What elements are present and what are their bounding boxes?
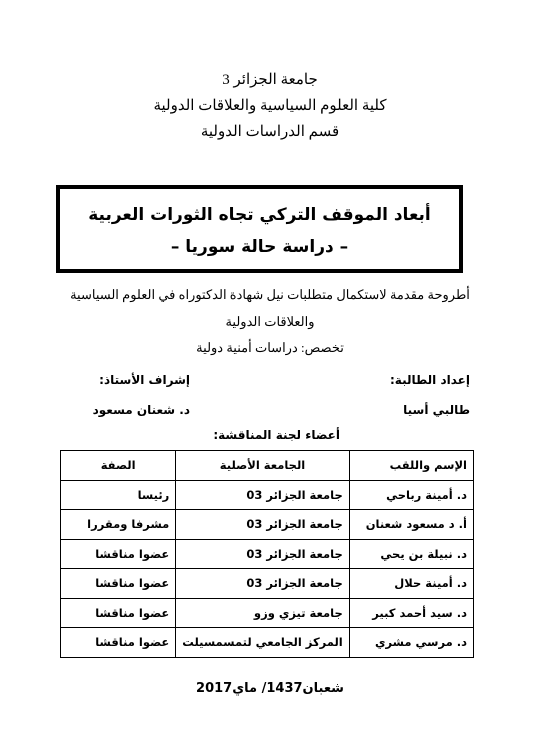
member-name: د. أمينة رباحي — [349, 480, 473, 510]
committee-title: أعضاء لجنة المناقشة: — [213, 428, 340, 442]
member-role: عضوا مناقشا — [61, 539, 176, 569]
header-role: الصفة — [61, 451, 176, 481]
thesis-specialty: تخصص: دراسات أمنية دولية — [196, 340, 344, 355]
member-university: جامعة تيزي وزو — [176, 598, 349, 628]
thesis-description-line-1: أطروحة مقدمة لاستكمال متطلبات نيل شهادة الدكتوراه في العلوم السياسية — [70, 287, 470, 302]
member-university: جامعة الجزائر 03 — [176, 510, 349, 540]
defense-date: شعبان1437/ ماي2017 — [196, 681, 344, 696]
member-name: د. أمينة حلال — [349, 569, 473, 599]
department-name: قسم الدراسات الدولية — [200, 124, 340, 140]
student-name: طالبي أسيا — [403, 403, 470, 417]
thesis-title-line-1: أبعاد الموقف التركي تجاه الثورات العربية — [88, 205, 431, 225]
header-name: الإسم واللقب — [349, 451, 473, 481]
member-university: جامعة الجزائر 03 — [176, 569, 349, 599]
thesis-title-box — [56, 185, 463, 273]
table-row — [61, 510, 474, 540]
member-university: جامعة الجزائر 03 — [176, 480, 349, 510]
university-name: جامعة الجزائر 3 — [222, 72, 318, 88]
faculty-name: كلية العلوم السياسية والعلاقات الدولية — [153, 98, 387, 114]
member-role: مشرفا ومقررا — [61, 510, 176, 540]
table-row — [61, 628, 474, 658]
table-row — [61, 598, 474, 628]
member-role: رئيسا — [61, 480, 176, 510]
committee-table-header-row — [61, 451, 474, 481]
committee-table — [60, 450, 474, 658]
member-name: أ. د مسعود شعنان — [349, 510, 473, 540]
member-role: عضوا مناقشا — [61, 598, 176, 628]
member-role: عضوا مناقشا — [61, 569, 176, 599]
table-row — [61, 480, 474, 510]
member-name: د. مرسي مشري — [349, 628, 473, 658]
thesis-title-line-2: – دراسة حالة سوريا – — [170, 237, 349, 257]
member-university: جامعة الجزائر 03 — [176, 539, 349, 569]
member-role: عضوا مناقشا — [61, 628, 176, 658]
member-university: المركز الجامعي لتمسمسيلت — [176, 628, 349, 658]
thesis-description-line-2: والعلاقات الدولية — [225, 314, 315, 329]
header-university: الجامعة الأصلية — [176, 451, 349, 481]
supervisor-name: د. شعنان مسعود — [92, 403, 190, 417]
member-name: د. نبيلة بن يحي — [349, 539, 473, 569]
member-name: د. سيد أحمد كبير — [349, 598, 473, 628]
table-row — [61, 569, 474, 599]
prepared-by-label: إعداد الطالبة: — [390, 373, 470, 387]
table-row — [61, 539, 474, 569]
supervision-label: إشراف الأستاذ: — [99, 373, 190, 387]
